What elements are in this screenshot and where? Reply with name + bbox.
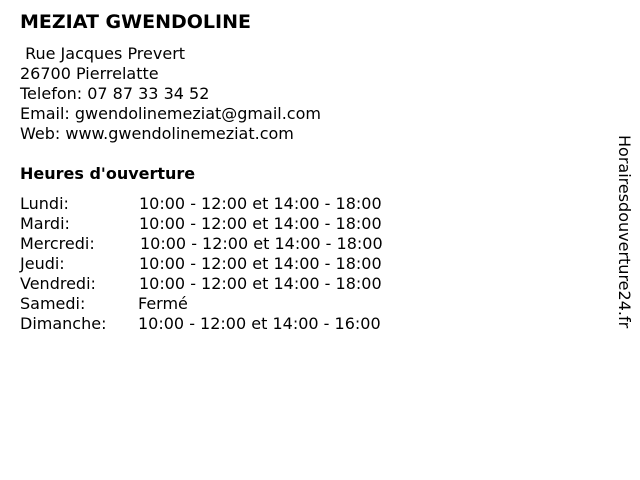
- time-value: 10:00 - 12:00 et 14:00 - 18:00: [139, 214, 382, 233]
- address-city: 26700 Pierrelatte: [20, 64, 159, 83]
- hours-heading: Heures d'ouverture: [20, 164, 196, 183]
- web-text: Web: www.gwendolinemeziat.com: [20, 124, 294, 143]
- day-label: Lundi:: [20, 194, 69, 213]
- email-text: Email: gwendolinemeziat@gmail.com: [20, 104, 321, 123]
- day-label: Dimanche:: [20, 314, 107, 333]
- time-value: 10:00 - 12:00 et 14:00 - 18:00: [139, 274, 382, 293]
- business-name: MEZIAT GWENDOLINE: [20, 11, 251, 33]
- site-watermark: Horairesdouverture24.fr: [615, 135, 634, 329]
- day-label: Mardi:: [20, 214, 70, 233]
- day-label: Samedi:: [20, 294, 86, 313]
- time-value: 10:00 - 12:00 et 14:00 - 18:00: [139, 194, 382, 213]
- time-value: 10:00 - 12:00 et 14:00 - 18:00: [139, 254, 382, 273]
- contact-block: [20, 44, 321, 144]
- phone-text: Telefon: 07 87 33 34 52: [20, 84, 210, 103]
- day-label: Jeudi:: [20, 254, 65, 273]
- time-value: Fermé: [138, 294, 188, 313]
- time-value: 10:00 - 12:00 et 14:00 - 16:00: [138, 314, 381, 333]
- address-street: Rue Jacques Prevert: [20, 44, 186, 63]
- time-value: 10:00 - 12:00 et 14:00 - 18:00: [140, 234, 383, 253]
- day-label: Vendredi:: [20, 274, 96, 293]
- day-label: Mercredi:: [20, 234, 95, 253]
